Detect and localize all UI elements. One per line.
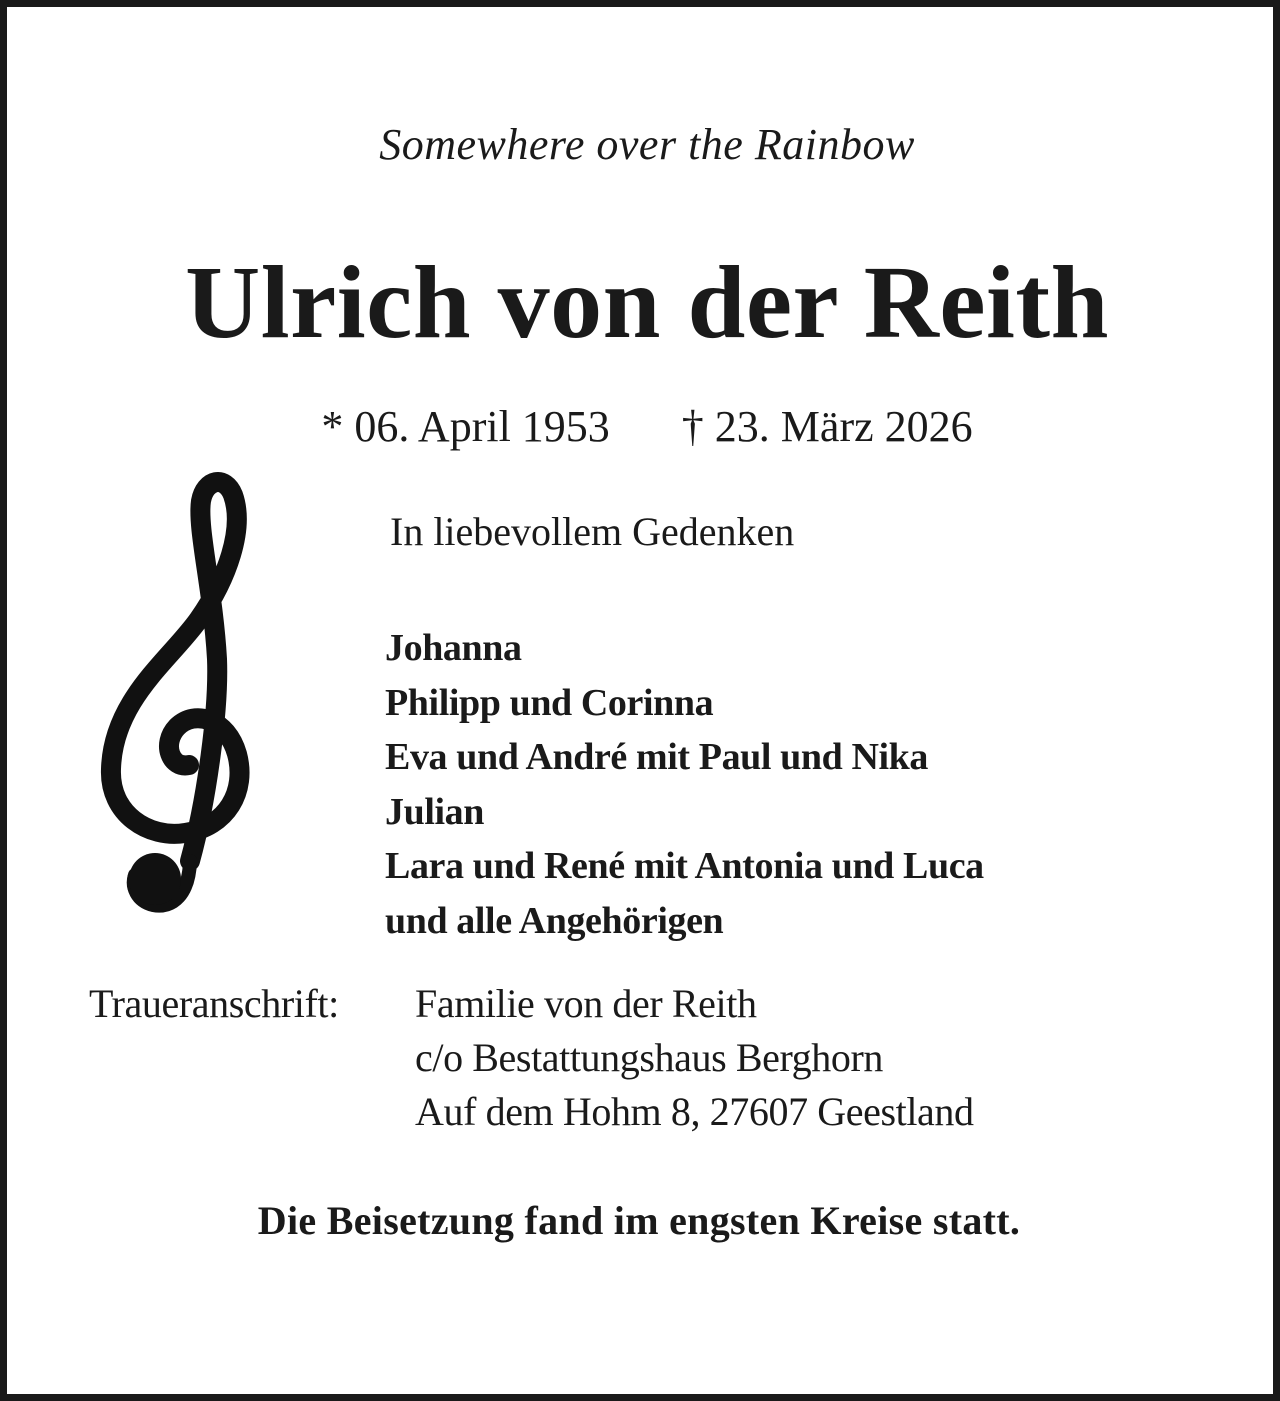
mourner-name: Philipp und Corinna xyxy=(385,681,714,724)
motto: Somewhere over the Rainbow xyxy=(379,120,915,169)
address-line xyxy=(89,977,974,1031)
mourners-list xyxy=(385,621,984,949)
mourning-address xyxy=(89,977,974,1139)
burial-note: Die Beisetzung fand im engsten Kreise statt. xyxy=(257,1198,1021,1243)
address-recipient: Familie von der Reith xyxy=(415,981,757,1026)
life-dates xyxy=(7,399,1280,455)
address-label: Traueranschrift: xyxy=(89,981,339,1026)
mourner-name: und alle Angehörigen xyxy=(385,899,724,942)
mourner-name: Johanna xyxy=(385,627,522,669)
mourner-name: Eva und André mit Paul und Nika xyxy=(385,736,928,779)
address-line-co: c/o Bestattungshaus Berghorn xyxy=(415,1035,883,1080)
mourner-name: Julian xyxy=(385,790,484,833)
address-line-street: Auf dem Hohm 8, 27607 Geestland xyxy=(415,1089,974,1134)
treble-clef-icon xyxy=(87,469,287,949)
death-date: † 23. März 2026 xyxy=(681,402,973,451)
mourner-name: Lara und René mit Antonia und Luca xyxy=(385,845,984,888)
memory-line: In liebevollem Gedenken xyxy=(390,509,795,554)
deceased-name: Ulrich von der Reith xyxy=(185,245,1109,360)
birth-date: * 06. April 1953 xyxy=(321,402,610,451)
